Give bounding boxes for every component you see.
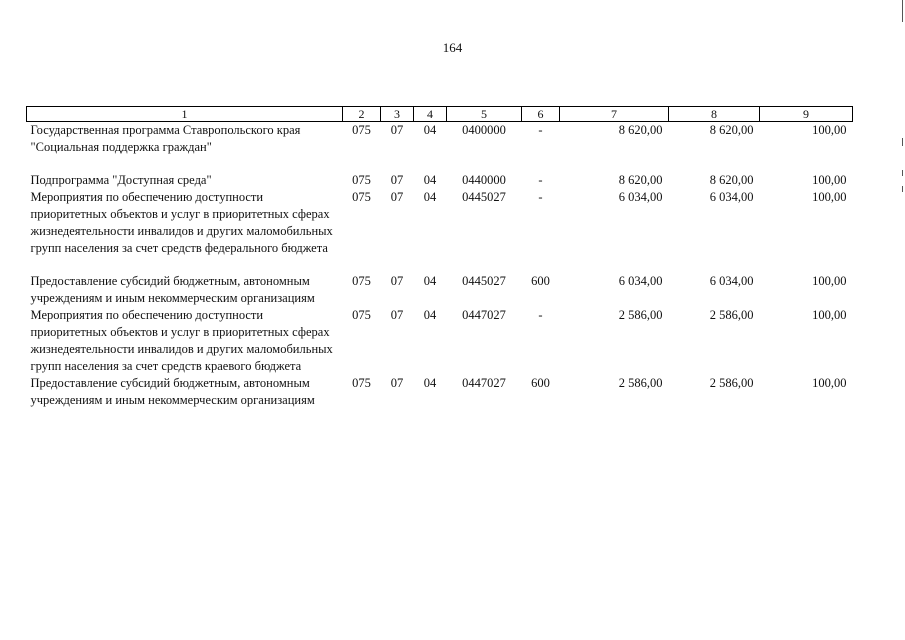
cell-col-3: 07 xyxy=(390,173,404,187)
cell-col-9: 100,00 xyxy=(812,173,847,187)
cell-col-6: - xyxy=(538,308,543,322)
cell-col-7: 2 586,00 xyxy=(618,308,663,322)
cell-col-2: 075 xyxy=(352,190,371,204)
cell-col-8: 8 620,00 xyxy=(709,123,754,137)
cell-col-6: - xyxy=(538,190,543,204)
cell-col-4: 04 xyxy=(423,308,437,322)
cell-col-9: 100,00 xyxy=(812,376,847,390)
table-spacer xyxy=(27,257,853,273)
row-name: Мероприятия по обеспечению доступности приоритетных объектов и услуг в приоритетных сферах жизнедеятельности инвалидов и других маломобильных групп населения за счет средств федерального бюджета xyxy=(30,190,333,255)
cell-col-5: 0447027 xyxy=(462,376,506,390)
table-row xyxy=(27,122,853,157)
column-header: 1 xyxy=(27,107,343,122)
page-number: 164 xyxy=(442,40,463,55)
cell-col-3: 07 xyxy=(390,308,404,322)
column-header: 8 xyxy=(669,107,760,122)
cell-col-7: 6 034,00 xyxy=(618,274,663,288)
table-row xyxy=(27,189,853,257)
column-header: 5 xyxy=(447,107,522,122)
row-name: Государственная программа Ставропольского края "Социальная поддержка граждан" xyxy=(30,123,301,154)
cell-col-5: 0447027 xyxy=(462,308,506,322)
cell-col-3: 07 xyxy=(390,123,404,137)
column-header: 9 xyxy=(760,107,853,122)
cell-col-7: 6 034,00 xyxy=(618,190,663,204)
cell-col-6: - xyxy=(538,123,543,137)
cell-col-3: 07 xyxy=(390,376,404,390)
cell-col-2: 075 xyxy=(352,274,371,288)
cell-col-6: 600 xyxy=(531,274,550,288)
cell-col-6: 600 xyxy=(531,376,550,390)
cell-col-5: 0440000 xyxy=(462,173,506,187)
row-name: Подпрограмма "Доступная среда" xyxy=(30,173,212,187)
cell-col-6: - xyxy=(538,173,543,187)
cell-col-9: 100,00 xyxy=(812,274,847,288)
row-name: Предоставление субсидий бюджетным, автономным учреждениям и иным некоммерческим организациям xyxy=(30,376,315,407)
cell-col-3: 07 xyxy=(390,274,404,288)
cell-col-4: 04 xyxy=(423,376,437,390)
cell-col-9: 100,00 xyxy=(812,190,847,204)
column-header: 3 xyxy=(381,107,414,122)
table-row xyxy=(27,375,853,409)
cell-col-8: 8 620,00 xyxy=(709,173,754,187)
scan-edge-mark xyxy=(902,170,903,176)
cell-col-4: 04 xyxy=(423,274,437,288)
scan-edge-mark xyxy=(902,138,903,146)
cell-col-2: 075 xyxy=(352,123,371,137)
cell-col-2: 075 xyxy=(352,376,371,390)
scan-edge-mark xyxy=(902,0,903,22)
cell-col-7: 2 586,00 xyxy=(618,376,663,390)
column-header: 6 xyxy=(522,107,560,122)
cell-col-9: 100,00 xyxy=(812,123,847,137)
table-row xyxy=(27,307,853,375)
cell-col-4: 04 xyxy=(423,123,437,137)
cell-col-2: 075 xyxy=(352,308,371,322)
cell-col-8: 2 586,00 xyxy=(709,376,754,390)
cell-col-8: 6 034,00 xyxy=(709,274,754,288)
cell-col-5: 0445027 xyxy=(462,190,506,204)
table-row xyxy=(27,172,853,189)
row-name: Предоставление субсидий бюджетным, автономным учреждениям и иным некоммерческим организациям xyxy=(30,274,315,305)
column-header: 4 xyxy=(414,107,447,122)
cell-col-5: 0445027 xyxy=(462,274,506,288)
cell-col-4: 04 xyxy=(423,173,437,187)
cell-col-9: 100,00 xyxy=(812,308,847,322)
table-header-row xyxy=(27,107,853,122)
table-spacer xyxy=(27,156,853,172)
cell-col-8: 2 586,00 xyxy=(709,308,754,322)
cell-col-7: 8 620,00 xyxy=(618,123,663,137)
row-name: Мероприятия по обеспечению доступности приоритетных объектов и услуг в приоритетных сферах жизнедеятельности инвалидов и других маломобильных групп населения за счет средств краевого бюджета xyxy=(30,308,333,373)
cell-col-8: 6 034,00 xyxy=(709,190,754,204)
column-header: 7 xyxy=(560,107,669,122)
column-header: 2 xyxy=(343,107,381,122)
cell-col-5: 0400000 xyxy=(462,123,506,137)
cell-col-7: 8 620,00 xyxy=(618,173,663,187)
cell-col-2: 075 xyxy=(352,173,371,187)
cell-col-3: 07 xyxy=(390,190,404,204)
cell-col-4: 04 xyxy=(423,190,437,204)
table-row xyxy=(27,273,853,307)
budget-table xyxy=(26,106,853,409)
scan-edge-mark xyxy=(902,186,903,192)
